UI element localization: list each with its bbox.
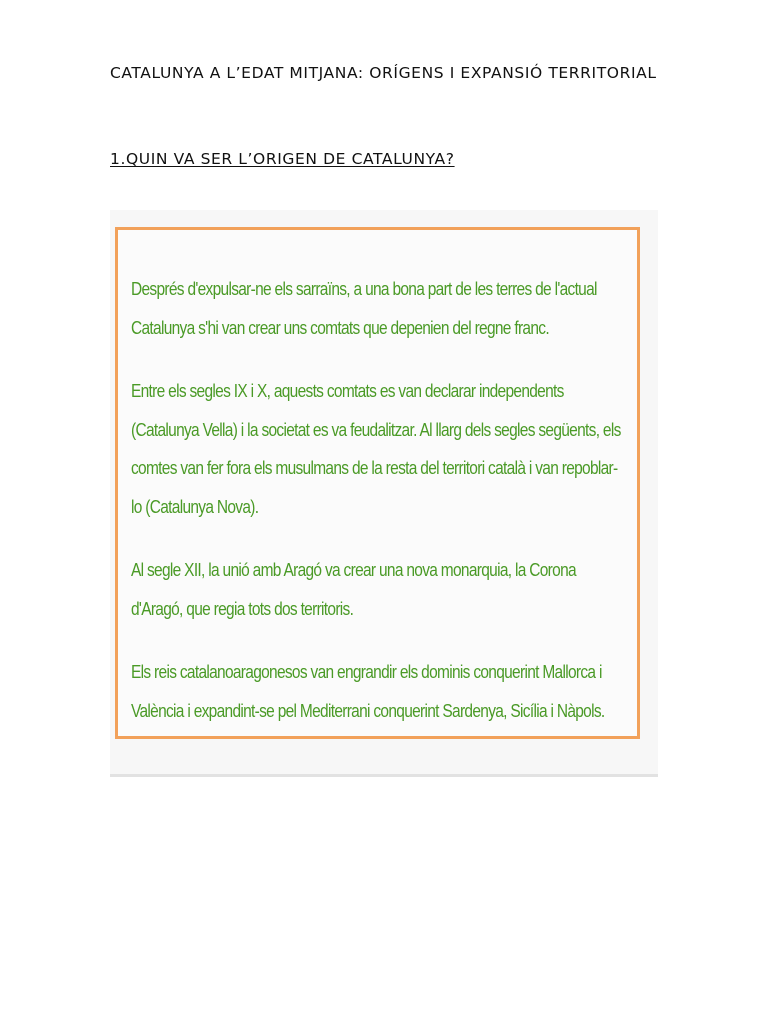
paragraph-origins: Després d'expulsar-ne els sarraïns, a una bona part de les terres de l'actual Catalunya s'hi van crear uns comtats que depenien del regne franc. <box>131 279 597 338</box>
paragraph-mediterranean-expansion: Els reis catalanoaragonesos van engrandir els dominis conquerint Mallorca i València i expandint-se pel Mediterrani conquerint Sardenya, Sicília i Nàpols. <box>131 662 605 721</box>
embedded-image-panel <box>110 210 658 777</box>
paragraph-crown-of-aragon: Al segle XII, la unió amb Aragó va crear una nova monarquia, la Corona d'Aragó, que regia tots dos territoris. <box>131 560 576 619</box>
paragraph-independence: Entre els segles IX i X, aquests comtats es van declarar independents (Catalunya Vella) i la societat es va feudalitzar. Al llarg dels segles següents, els comtes van fer fora els musulmans de la resta del territori català i van repoblar-lo (Catalunya Nova). <box>131 381 621 517</box>
document-title: CATALUNYA A L’EDAT MITJANA: ORÍGENS I EXPANSIÓ TERRITORIAL <box>110 64 657 82</box>
question-heading: 1.QUIN VA SER L’ORIGEN DE CATALUNYA? <box>110 150 455 168</box>
bordered-text-box <box>115 227 640 739</box>
